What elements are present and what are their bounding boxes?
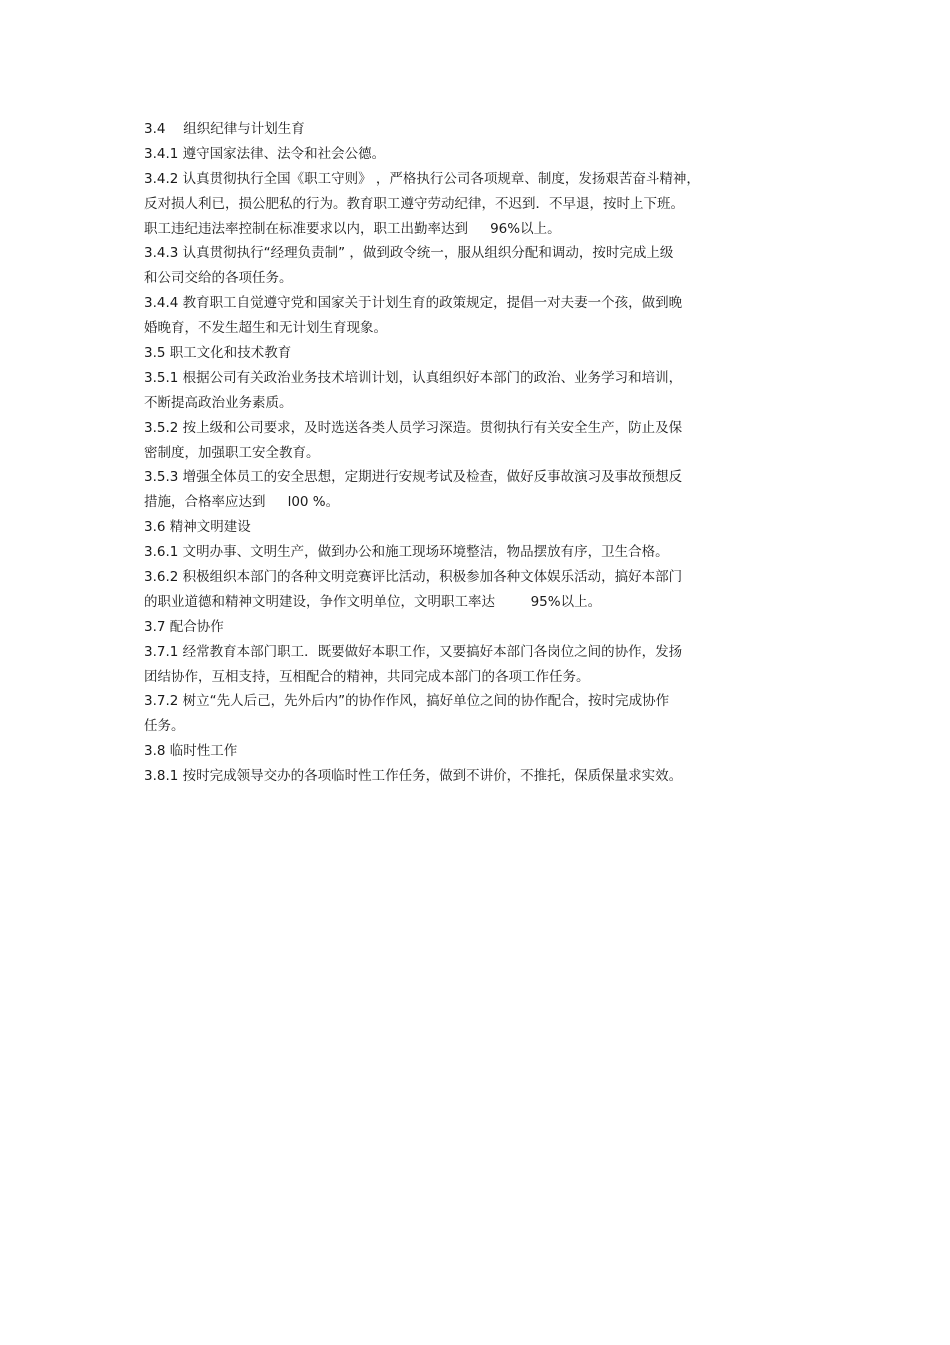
paragraph-line: 3.4.4 教育职工自觉遵守党和国家关于计划生育的政策规定，提倡一对夫妻一个孩，做到晚 [144,295,683,312]
paragraph-line: 团结协作，互相支持，互相配合的精神，共同完成本部门的各项工作任务。 [144,668,590,685]
paragraph-line: 3.7.2 树立“先人后己，先外后内”的协作作风，搞好单位之间的协作配合，按时完成协作 [144,693,670,710]
paragraph-line: 3.5.2 按上级和公司要求，及时选送各类人员学习深造。贯彻执行有关安全生产，防止及保 [144,419,683,436]
paragraph-line: 3.7.1 经常教育本部门职工．既要做好本职工作，又要搞好本部门各岗位之间的协作，发扬 [144,643,683,660]
paragraph-line: 任务。 [144,718,185,735]
section-heading: 3.5 职工文化和技术教育 [144,345,292,362]
section-heading: 3.6 精神文明建设 [144,519,251,536]
section-heading: 3.7 配合协作 [144,618,224,635]
document-body [144,117,784,789]
section-heading: 3.4 组织纪律与计划生育 [144,121,305,137]
paragraph-line: 措施，合格率应达到 l00 %。 [144,494,340,511]
paragraph-line: 的职业道德和精神文明建设，争作文明单位，文明职工率达 95%以上。 [144,593,602,610]
paragraph-line: 3.4.1 遵守国家法律、法令和社会公德。 [144,145,386,162]
paragraph-line: 不断提高政治业务素质。 [144,394,293,411]
paragraph-line: 3.6.2 积极组织本部门的各种文明竞赛评比活动，积极参加各种文体娱乐活动，搞好本部门 [144,569,683,586]
paragraph-line: 职工违纪违法率控制在标准要求以内，职工出勤率达到 96%以上。 [144,220,561,237]
paragraph-line: 和公司交给的各项任务。 [144,270,293,287]
paragraph-line: 3.5.1 根据公司有关政治业务技术培训计划，认真组织好本部门的政治、业务学习和培训， [144,369,683,386]
paragraph-line: 婚晚育，不发生超生和无计划生育现象。 [144,320,387,337]
paragraph-line: 3.8.1 按时完成领导交办的各项临时性工作任务，做到不讲价，不推托，保质保量求实效。 [144,768,683,785]
paragraph-line: 3.6.1 文明办事、文明生产，做到办公和施工现场环境整洁，物品摆放有序，卫生合格。 [144,544,669,561]
paragraph-line: 反对损人利已，损公肥私的行为。教育职工遵守劳动纪律，不迟到．不早退，按时上下班。 [144,195,684,212]
paragraph-line: 密制度，加强职工安全教育。 [144,444,320,461]
section-heading: 3.8 临时性工作 [144,743,238,760]
paragraph-line: 3.5.3 增强全体员工的安全思想，定期进行安规考试及检查，做好反事故演习及事故预想反 [144,469,683,486]
paragraph-line: 3.4.2 认真贯彻执行全国《职工守则》 ，严格执行公司各项规章、制度，发扬艰苦奋斗精神， [144,170,700,187]
paragraph-line: 3.4.3 认真贯彻执行“经理负责制” ，做到政令统一，服从组织分配和调动，按时完成上级 [144,245,674,262]
